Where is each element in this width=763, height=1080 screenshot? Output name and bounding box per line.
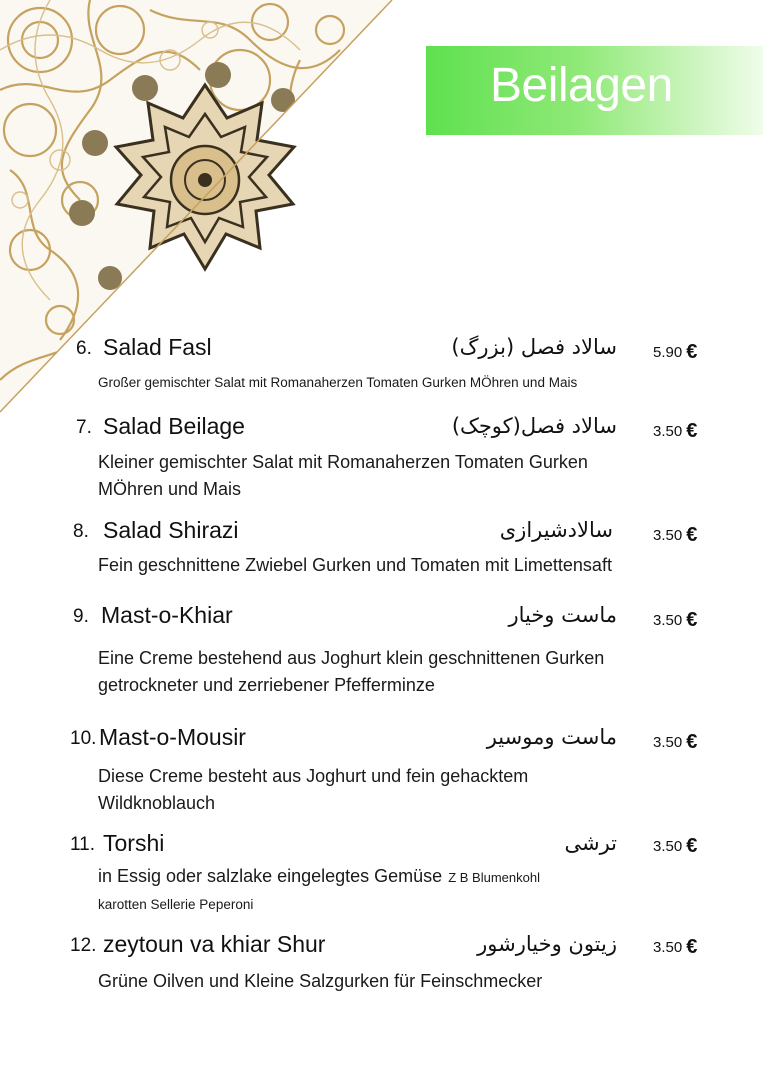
item-farsi-name: سالاد فصل(کوچک) [451, 414, 617, 438]
item-description-note: Z B Blumenkohl [448, 870, 540, 885]
item-price: 3.50 € [653, 609, 698, 631]
item-price: 3.50 € [653, 524, 698, 546]
euro-sign: € [686, 341, 698, 363]
euro-sign: € [686, 420, 698, 442]
euro-sign: € [686, 609, 698, 631]
item-name: Salad Beilage [103, 413, 245, 439]
item-farsi-name: ماست وموسیر [486, 725, 617, 749]
item-price: 3.50 € [653, 420, 698, 442]
item-name: Salad Fasl [103, 334, 212, 360]
euro-sign: € [686, 835, 698, 857]
item-number: 12. [70, 935, 97, 956]
euro-sign: € [686, 731, 698, 753]
item-number: 7. [76, 417, 92, 438]
item-farsi-name: سالادشیرازی [499, 518, 613, 542]
item-description: Fein geschnittene Zwiebel Gurken und Tomaten mit Limettensaft [98, 555, 612, 575]
item-farsi-name: زیتون وخیارشور [477, 932, 617, 956]
item-farsi-name: سالاد فصل (بزرگ) [451, 335, 617, 359]
item-price: 3.50 € [653, 835, 698, 857]
item-description: in Essig oder salzlake eingelegtes Gemüse Z B Blumenkohl karotten Sellerie Peperoni [98, 866, 540, 912]
item-number: 10. [70, 728, 97, 749]
item-price: 3.50 € [653, 936, 698, 958]
item-name: Salad Shirazi [103, 517, 239, 543]
item-farsi-name: ترشی [564, 831, 617, 855]
item-description: Diese Creme besteht aus Joghurt und fein gehacktem Wildknoblauch [98, 766, 529, 813]
item-name: Mast-o-Khiar [101, 602, 233, 628]
item-number: 9. [73, 606, 89, 627]
item-price: 3.50 € [653, 731, 698, 753]
item-farsi-name: ماست وخیار [508, 603, 617, 627]
item-number: 8. [73, 521, 89, 542]
item-name: Torshi [103, 830, 165, 856]
item-number: 6. [76, 338, 92, 359]
item-name: zeytoun va khiar Shur [103, 931, 326, 957]
item-description: Grüne Oilven und Kleine Salzgurken für Feinschmecker [98, 971, 543, 991]
item-name: Mast-o-Mousir [99, 724, 246, 750]
item-description: Großer gemischter Salat mit Romanaherzen Tomaten Gurken MÖhren und Mais [98, 375, 578, 390]
euro-sign: € [686, 524, 698, 546]
item-number: 11. [70, 834, 96, 855]
title-banner [426, 46, 763, 135]
item-price: 5.90 € [653, 341, 698, 363]
item-description: Eine Creme bestehend aus Joghurt klein geschnittenen Gurken getrockneter und zerriebener Pfefferminze [98, 648, 605, 695]
page-title: Beilagen [490, 59, 673, 112]
euro-sign: € [686, 936, 698, 958]
item-description: Kleiner gemischter Salat mit Romanaherzen Tomaten Gurken MÖhren und Mais [98, 452, 588, 499]
